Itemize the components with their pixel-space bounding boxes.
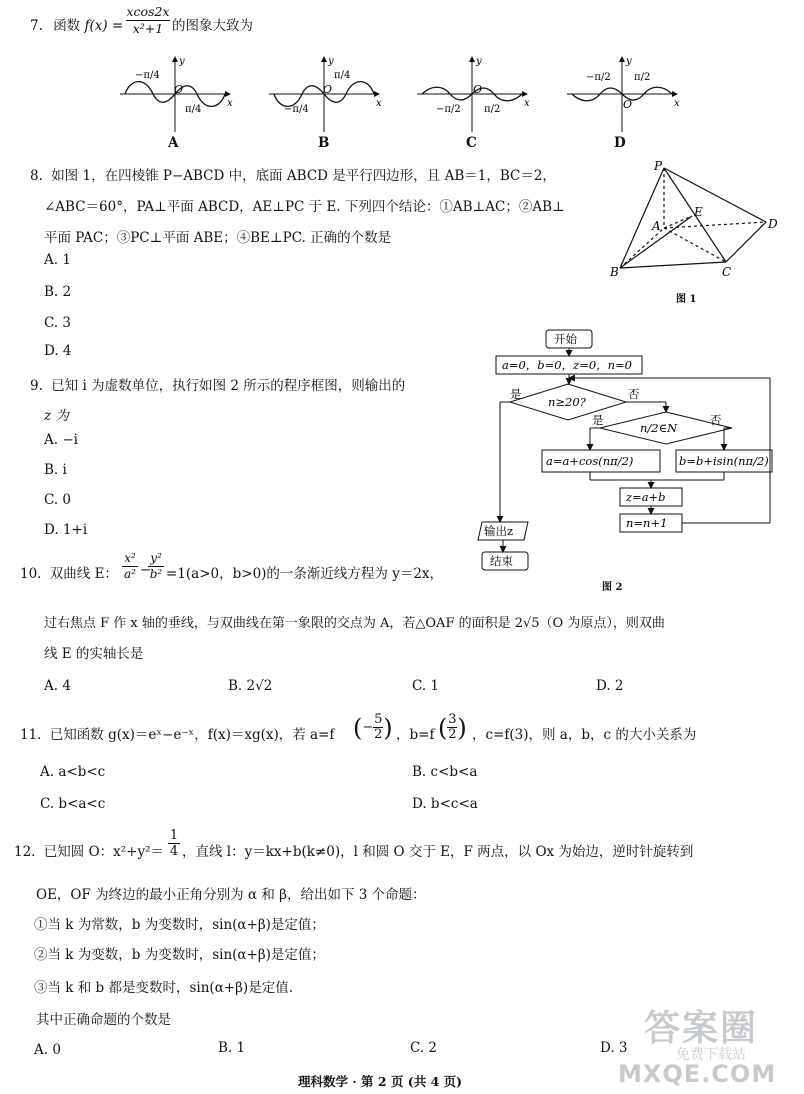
graph-d	[567, 56, 680, 132]
q11-option-c: C. b<a<c	[40, 796, 106, 812]
fc-end: 结束	[490, 554, 513, 568]
q9-line2: z 为	[44, 408, 69, 424]
graph-b-t2: π/4	[334, 70, 351, 81]
q10-option-a: A. 4	[44, 678, 71, 694]
label-a: A	[652, 219, 661, 233]
q10-minus: −	[140, 562, 152, 578]
fc-cond1: n≥20?	[548, 395, 586, 409]
q8-option-b: B. 2	[44, 284, 72, 300]
q10-option-d: D. 2	[596, 678, 624, 694]
watermark-site: MXQE.COM	[618, 1060, 777, 1088]
q8-option-c: C. 3	[44, 315, 72, 331]
q8-line1: 8. 如图 1，在四棱锥 P−ABCD 中，底面 ABCD 是平行四边形，且 AB＝1，BC＝2，	[30, 168, 556, 184]
graph-a-x: x	[227, 98, 233, 109]
q10-option-c: C. 1	[412, 678, 440, 694]
q9-option-c: C. 0	[44, 492, 72, 508]
graph-a-y: y	[179, 56, 185, 67]
q8-option-a: A. 1	[44, 252, 71, 268]
graph-a-t1: −π/4	[135, 70, 160, 81]
q11-option-b: B. c<b<a	[412, 764, 478, 780]
label-c: C	[722, 265, 732, 279]
graph-c	[417, 56, 530, 132]
graph-d-y: y	[626, 56, 632, 67]
q10-line1: 10. 双曲线 E：	[20, 566, 118, 582]
q7-stem-suffix: 的图象大致为	[172, 18, 253, 34]
watermark-sub: 免费下载站	[676, 1047, 746, 1063]
graph-c-t2: π/2	[484, 104, 501, 115]
fc-yes2: 是	[592, 413, 604, 427]
q9-option-a: A. −i	[44, 432, 78, 448]
q11-arg2: ( $\frac{3}{2}$ )	[438, 712, 467, 742]
graph-c-o: O	[473, 83, 483, 96]
graph-c-y: y	[476, 56, 482, 67]
graph-b-y: y	[328, 56, 334, 67]
q11-option-d: D. b<c<a	[412, 796, 478, 812]
q10-frac2: y² b²	[149, 551, 163, 581]
q12-frac: 1 4	[169, 828, 179, 859]
fc-box-n: n=n+1	[626, 516, 668, 530]
fc-yes1: 是	[510, 387, 522, 401]
fc-output: 输出z	[484, 524, 514, 538]
q10-option-b: B. 2√2	[228, 678, 273, 694]
q9-option-b: B. i	[44, 462, 67, 478]
label-e: E	[694, 205, 703, 219]
fc-init: a=0，b=0，z=0，n=0	[502, 358, 632, 372]
q7-graphs	[0, 54, 804, 154]
q11-part1: 11. 已知函数 g(x)＝eˣ−e⁻ˣ，f(x)＝xg(x)，若 a=f	[20, 727, 335, 743]
q10-frac1: x² a²	[122, 551, 138, 582]
graph-d-t1: −π/2	[586, 72, 611, 83]
graph-d-o: O	[623, 98, 633, 111]
q12-item-1: ①当 k 为常数，b 为变数时，sin(α+β)是定值；	[34, 917, 325, 933]
q12-question: 其中正确命题的个数是	[36, 1012, 171, 1028]
q9-line1: 9. 已知 i 为虚数单位，执行如图 2 所示的程序框图，则输出的	[30, 378, 406, 394]
q10-line3: 线 E 的实轴长是	[44, 646, 144, 662]
graph-a-o: O	[174, 83, 184, 96]
graph-d-t2: π/2	[634, 72, 651, 83]
q12-line2: OE，OF 为终边的最小正角分别为 α 和 β，给出如下 3 个命题：	[36, 887, 426, 903]
fc-start: 开始	[554, 332, 577, 346]
q12-option-d: D. 3	[600, 1040, 628, 1056]
q8-pyramid-figure	[600, 158, 800, 288]
q10-line2: 过右焦点 F 作 x 轴的垂线，与双曲线在第一象限的交点为 A，若△OAF 的面积是 2√5（O 为原点），则双曲	[44, 616, 665, 631]
fc-cond2: n/2∈N	[640, 421, 678, 435]
page-footer: 理科数学 · 第 2 页 (共 4 页)	[298, 1074, 463, 1089]
q12-item-3: ③当 k 和 b 都是变数时，sin(α+β)是定值.	[34, 980, 293, 996]
label-p: P	[654, 159, 663, 173]
fc-box-a: a=a+cos(nπ/2)	[546, 454, 634, 468]
q12-option-a: A. 0	[34, 1042, 61, 1058]
q8-line3: 平面 PAC；③PC⊥平面 ABE；④BE⊥PC. 正确的个数是	[44, 230, 392, 246]
graph-b-x: x	[376, 98, 382, 109]
q10-line1-rest: =1(a>0，b>0)的一条渐近线方程为 y＝2x，	[166, 566, 444, 582]
q7-stem: 7. 函数 f(x) =	[30, 18, 124, 34]
fc-no1: 否	[628, 387, 640, 401]
graph-d-x: x	[674, 98, 680, 109]
fc-box-z: z=a+b	[626, 490, 666, 504]
graph-a	[120, 56, 233, 132]
label-b: B	[610, 265, 619, 279]
q11-arg1: (− $\frac{5}{2}$ )	[353, 712, 393, 742]
q7-fraction: xcos2x x²+1	[126, 4, 170, 36]
fc-box-b: b=b+isin(nπ/2)	[679, 454, 769, 468]
q12-item-2: ②当 k 为变数，b 为变数时，sin(α+β)是定值；	[34, 947, 325, 963]
graph-c-x: x	[524, 98, 530, 109]
figure-1-caption: 图 1	[676, 294, 697, 305]
q11-part3: ，c=f(3)，则 a，b，c 的大小关系为	[472, 727, 697, 743]
q11-part2: ，b=f	[396, 727, 435, 743]
graph-a-label: A	[168, 135, 179, 151]
label-d: D	[768, 217, 778, 231]
q12-option-c: C. 2	[410, 1040, 438, 1056]
q11-option-a: A. a<b<c	[40, 764, 106, 780]
graph-c-label: C	[466, 135, 477, 151]
figure-2-caption: 图 2	[602, 582, 623, 593]
graph-b-t1: −π/4	[284, 104, 309, 115]
graph-d-label: D	[614, 135, 626, 151]
graph-b-o: O	[323, 83, 333, 96]
watermark-logo: 答案圈	[644, 1007, 759, 1049]
graph-b-label: B	[318, 135, 330, 151]
q12-line1: 12. 已知圆 O：x²+y²＝	[14, 844, 165, 860]
fc-no2: 否	[710, 413, 722, 427]
q9-option-d: D. 1+i	[44, 522, 88, 538]
q8-line2: ∠ABC＝60°，PA⊥平面 ABCD，AE⊥PC 于 E. 下列四个结论：①AB⊥AC；②AB⊥	[44, 199, 565, 215]
graph-a-t2: π/4	[185, 104, 202, 115]
q12-line1-rest: ，直线 l：y＝kx+b(k≠0)，l 和圆 O 交于 E，F 两点，以 Ox 为始边，逆时针旋转到	[182, 844, 694, 860]
graph-b	[269, 56, 382, 132]
graph-c-t1: −π/2	[436, 104, 461, 115]
q9-flowchart	[470, 326, 780, 576]
q8-option-d: D. 4	[44, 343, 72, 359]
q12-option-b: B. 1	[218, 1040, 246, 1056]
